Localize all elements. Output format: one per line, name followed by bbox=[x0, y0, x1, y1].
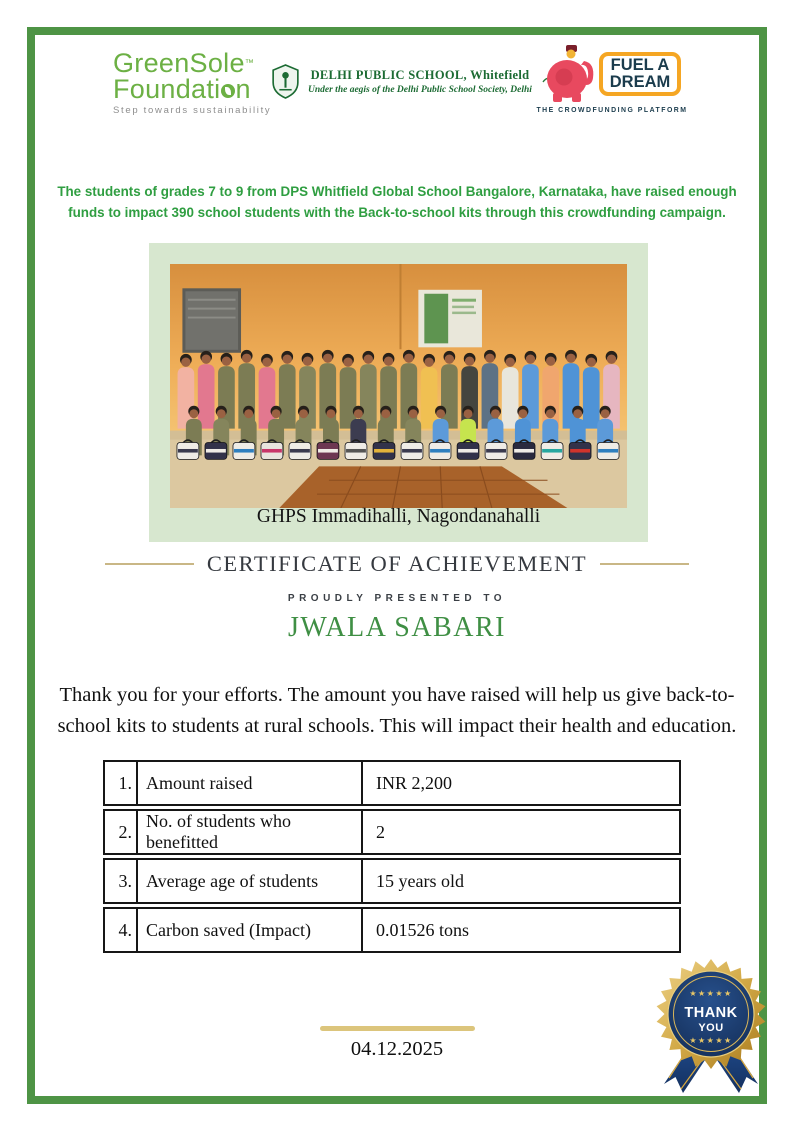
table-row bbox=[103, 907, 681, 953]
row-label: Amount raised bbox=[138, 762, 363, 804]
certificate-heading-row bbox=[105, 551, 689, 577]
date-rule bbox=[320, 1026, 475, 1031]
greensole-wordmark: GreenSole™ bbox=[113, 48, 254, 78]
table-row bbox=[103, 809, 681, 855]
row-number: 2. bbox=[105, 811, 138, 853]
presented-to-label: PROUDLY PRESENTED TO bbox=[287, 593, 507, 604]
row-number: 3. bbox=[105, 860, 138, 902]
dps-subtitle: Under the aegis of the Delhi Public School Society, Delhi bbox=[308, 85, 532, 95]
greensole-foundation-word: Foundati n bbox=[113, 74, 251, 105]
badge-stars-bottom: ★★★★★ bbox=[689, 1036, 733, 1045]
badge-text-thank: THANK bbox=[684, 1005, 738, 1021]
table-row bbox=[103, 760, 681, 806]
photo-caption: GHPS Immadihalli, Nagondanahalli bbox=[256, 506, 541, 527]
row-label: No. of students who benefitted bbox=[138, 811, 363, 853]
fuel-a-dream-tagline: THE CROWDFUNDING PLATFORM bbox=[536, 107, 688, 114]
row-number: 4. bbox=[105, 909, 138, 951]
certificate-date: 04.12.2025 bbox=[350, 1038, 444, 1060]
dps-crest-icon bbox=[272, 64, 299, 99]
fuel-a-dream-elephant-icon bbox=[543, 45, 597, 103]
row-value: 15 years old bbox=[376, 870, 464, 891]
certificate-heading: CERTIFICATE OF ACHIEVEMENT bbox=[206, 551, 588, 576]
thank-you-badge bbox=[648, 956, 774, 1094]
dps-logo bbox=[272, 64, 581, 99]
row-number: 1. bbox=[105, 762, 138, 804]
heading-right-rule bbox=[600, 563, 689, 565]
leaf-o-icon bbox=[221, 84, 235, 98]
greensole-tagline: Step towards sustainability bbox=[113, 104, 272, 116]
trademark-symbol: ™ bbox=[244, 57, 254, 68]
row-label: Average age of students bbox=[138, 860, 363, 902]
row-value: 2 bbox=[376, 821, 385, 842]
fuel-a-dream-logo bbox=[536, 45, 688, 114]
badge-stars-top: ★★★★★ bbox=[689, 989, 733, 998]
fuel-a-dream-wordmark: FUEL A DREAM bbox=[599, 52, 682, 96]
impact-table bbox=[103, 760, 681, 956]
greensole-logo bbox=[113, 50, 271, 115]
thank-you-message: Thank you for your efforts. The amount you have raised will help us give back-to-school kits to students at rural schools. This will impact their health and education. bbox=[57, 683, 737, 738]
badge-text-you: YOU bbox=[698, 1022, 724, 1034]
photo-card bbox=[149, 243, 648, 542]
row-label: Carbon saved (Impact) bbox=[138, 909, 363, 951]
group-photo bbox=[170, 264, 627, 508]
dps-title: DELHI PUBLIC SCHOOL, Whitefield bbox=[310, 68, 530, 82]
intro-text: The students of grades 7 to 9 from DPS Whitfield Global School Bangalore, Karnataka, have raised enough funds to impact 390 school students with the Back-to-school kits through this crowdfunding campaign. bbox=[57, 184, 737, 220]
recipient-name: JWALA SABARI bbox=[288, 612, 506, 643]
row-value: INR 2,200 bbox=[376, 772, 452, 793]
table-row bbox=[103, 858, 681, 904]
heading-left-rule bbox=[105, 563, 194, 565]
row-value: 0.01526 tons bbox=[376, 919, 470, 940]
